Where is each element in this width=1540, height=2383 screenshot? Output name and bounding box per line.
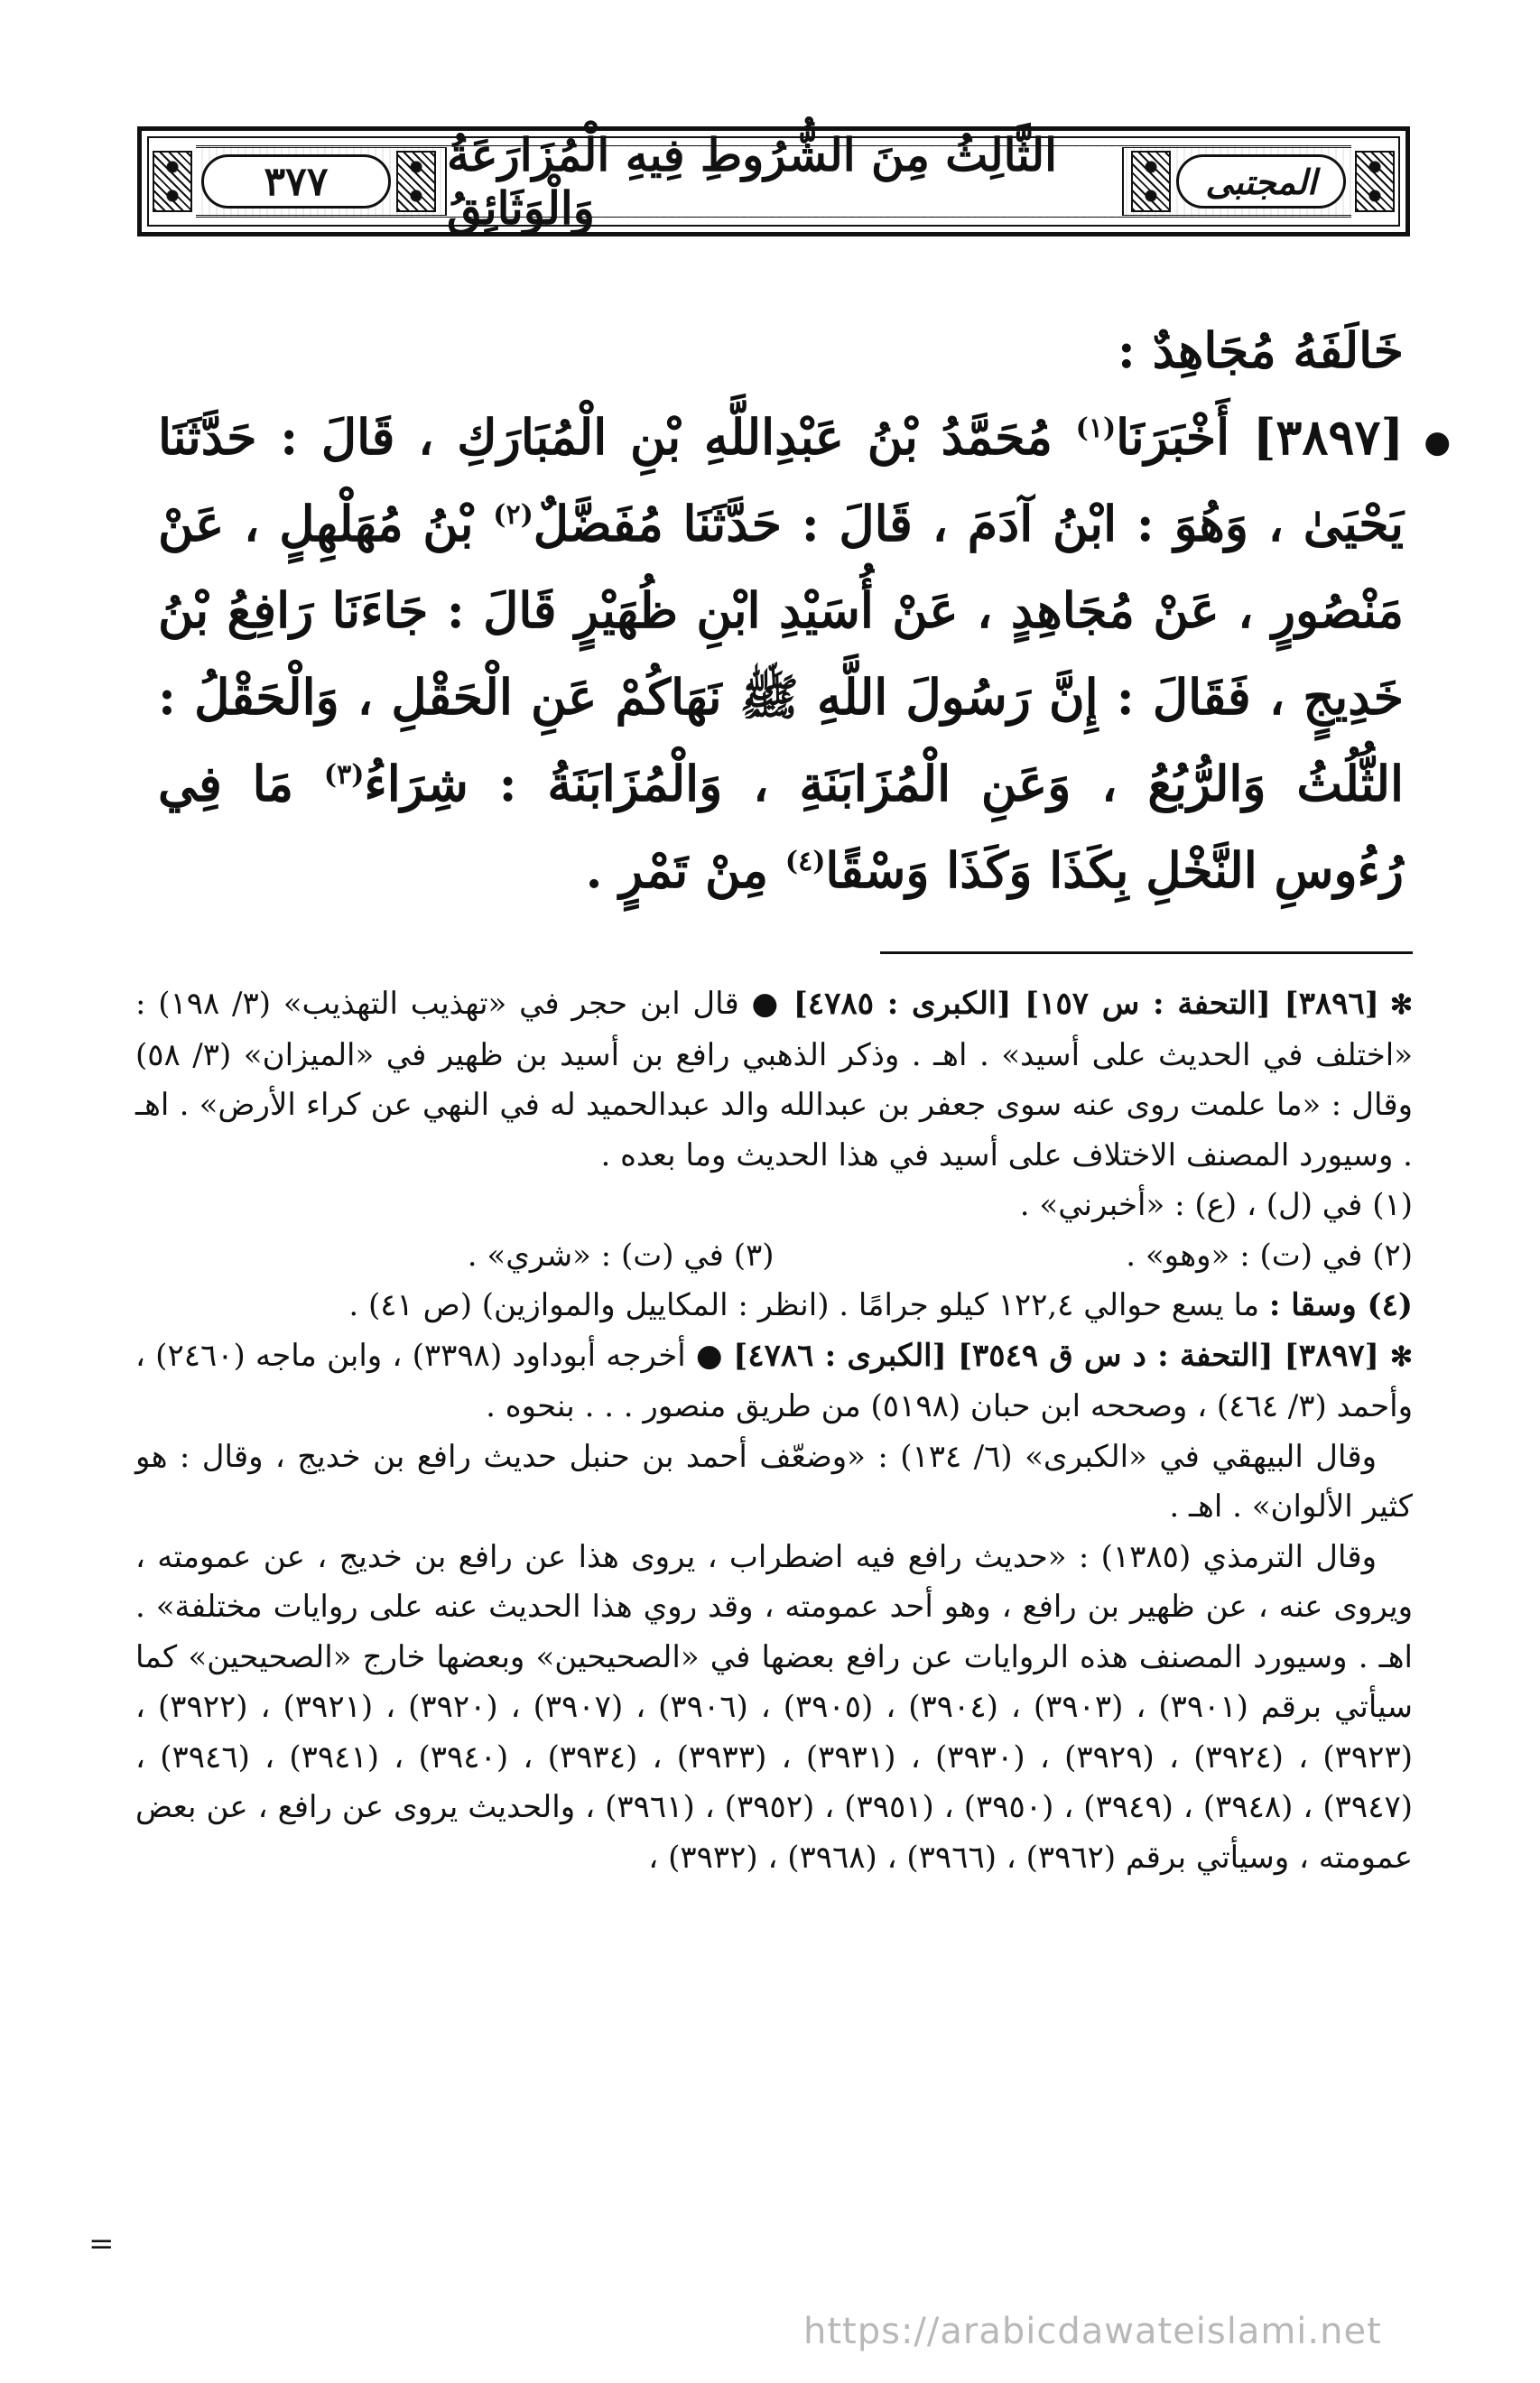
note-3897 — [135, 1331, 1413, 1433]
knot-ornament-icon — [1355, 151, 1395, 212]
footnote-ref: (٢) — [493, 499, 533, 531]
main-text — [158, 307, 1451, 913]
knot-ornament-icon — [153, 151, 192, 212]
note-text: ● قال ابن حجر في «تهذيب التهذيب» (٣/ ١٩٨) : «اختلف في الحديث على أسيد» . اهـ . وذكر الذهبي رافع بن أسيد بن ظهير في «الميزان» (٣/ ٥٨) وقال : «ما علمت روى عنه سوى جعفر بن عبدالله والد عبدالحميد له في النهي عن كراء الأرض» . اهـ . وسيورد المصنف الاختلاف على أسيد في هذا الحديث وما بعده . — [135, 986, 1413, 1173]
note-text: ● أخرجه أبوداود (٣٣٩٨) ، وابن ماجه (٢٤٦٠) ، وأحمد (٣/ ٤٦٤) ، وصححه ابن حبان (٥١٩٨) من طريق منصور . . . بنحوه . — [135, 1337, 1413, 1424]
footnote-4 — [135, 1281, 1413, 1331]
hadith-text: مَا فِي رُءُوسِ النَّخْلِ بِكَذَا وَكَذَا وَسْقًا — [158, 755, 1404, 899]
knot-ornament-icon — [396, 151, 436, 212]
notes-section — [135, 979, 1413, 1883]
intro-line: خَالَفَهُ مُجَاهِدٌ : — [1117, 321, 1404, 379]
note-3896 — [135, 979, 1413, 1181]
running-title: الثَّالِثُ مِنَ الشُّرُوطِ فِيهِ الْمُزَارَعَةُ وَالْوَثَائِقُ — [445, 147, 1124, 216]
footnote-4-head: (٤) وسقا : — [1268, 1287, 1413, 1323]
page-header — [137, 126, 1410, 236]
page-number: ٣٧٧ — [201, 154, 391, 209]
hadith-paragraph — [158, 394, 1451, 913]
footnote-4-text: ما يسع حوالي ١٢٢,٤ كيلو جرامًا . (انظر : المكاييل والموازين) (ص ٤١) . — [348, 1287, 1269, 1323]
footnote-2: (٢) في (ت) : «وهو» . — [1126, 1237, 1413, 1274]
bullet-icon: ● — [1424, 424, 1451, 460]
footnote-ref: (١) — [1075, 413, 1117, 444]
footnote-1: (١) في (ل) ، (ع) : «أخبرني» . — [1019, 1187, 1413, 1223]
footnote-3: (٣) في (ت) : «شري» . — [467, 1237, 775, 1274]
note-ref-header: [٣٨٩٦] [التحفة : س ١٥٧] [الكبرى : ٤٧٨٥] — [793, 986, 1379, 1022]
footnote-divider — [880, 951, 1413, 954]
hadith-text: بْنُ مُهَلْهِلٍ ، عَنْ مَنْصُورٍ ، عَنْ مُجَاهِدٍ ، عَنْ أُسَيْدِ ابْنِ ظُهَيْرٍ قَالَ : جَاءَنَا رَافِعُ بْنُ خَدِيجٍ ، فَقَالَ : إِنَّ رَسُولَ اللَّهِ ﷺ نَهَاكُمْ عَنِ الْحَقْلِ ، وَالْحَقْلُ : الثُّلُثُ وَالرُّبُعُ ، وَعَنِ الْمُزَابَنَةِ ، وَالْمُزَابَنَةُ : شِرَاءُ — [158, 495, 1404, 812]
note-tirmidhi: وقال الترمذي (١٣٨٥) : «حديث رافع فيه اضطراب ، يروى هذا عن رافع بن خديج ، عن عمومته ، ويروى عنه ، عن ظهير بن رافع ، وهو أحد عمومته ، وقد روي هذا الحديث عنه على روايات مختلفة» . اهـ . وسيورد المصنف هذه الروايات عن رافع بعضها في «الصحيحين» وبعضها خارج «الصحيحين» كما سيأتي برقم (٣٩٠١) ، (٣٩٠٣) ، (٣٩٠٤) ، (٣٩٠٥) ، (٣٩٠٦) ، (٣٩٠٧) ، (٣٩٢٠) ، (٣٩٢١) ، (٣٩٢٢) ، (٣٩٢٣) ، (٣٩٢٤) ، (٣٩٢٩) ، (٣٩٣٠) ، (٣٩٣١) ، (٣٩٣٣) ، (٣٩٣٤) ، (٣٩٤٠) ، (٣٩٤١) ، (٣٩٤٦) ، (٣٩٤٧) ، (٣٩٤٨) ، (٣٩٤٩) ، (٣٩٥٠) ، (٣٩٥١) ، (٣٩٥٢) ، (٣٩٦١) ، والحديث يروى عن رافع ، عن بعض عمومته ، وسيأتي برقم (٣٩٦٢) ، (٣٩٦٦) ، (٣٩٦٨) ، (٣٩٣٢) ، — [135, 1538, 1413, 1876]
hadith-text: مِنْ تَمْرٍ . — [585, 841, 785, 899]
asterisk-icon: ✻ — [1389, 1340, 1414, 1373]
hadith-text: أَخْبَرَنَا — [1116, 408, 1253, 466]
hadith-text: مُحَمَّدُ بْنُ عَبْدِاللَّهِ بْنِ الْمُبَارَكِ ، قَالَ : حَدَّثَنَا يَحْيَىٰ ، وَهُوَ : ابْنُ آدَمَ ، قَالَ : حَدَّثَنَا مُفَضَّلٌ — [158, 408, 1404, 552]
footnote-ref: (٣) — [323, 759, 365, 791]
book-name: المجتبى — [1176, 154, 1346, 209]
hadith-number: [٣٨٩٧] — [1252, 408, 1404, 466]
knot-ornament-icon — [1131, 151, 1171, 212]
note-ref-header: [٣٨٩٧] [التحفة : د س ق ٣٥٤٩] [الكبرى : ٤٧٨٦] — [733, 1337, 1379, 1374]
asterisk-icon: ✻ — [1389, 989, 1414, 1021]
footnote-row — [135, 1231, 1413, 1282]
note-bayhaqi: وقال البيهقي في «الكبرى» (٦/ ١٣٤) : «وضعّف أحمد بن حنبل حديث رافع بن خديج ، وقال : هو كثير الألوان» . اهـ . — [135, 1438, 1413, 1525]
continuation-mark: = — [88, 2226, 115, 2262]
footnote-ref: (٤) — [784, 846, 826, 877]
watermark: https://arabicdawateislami.net — [803, 2311, 1382, 2352]
